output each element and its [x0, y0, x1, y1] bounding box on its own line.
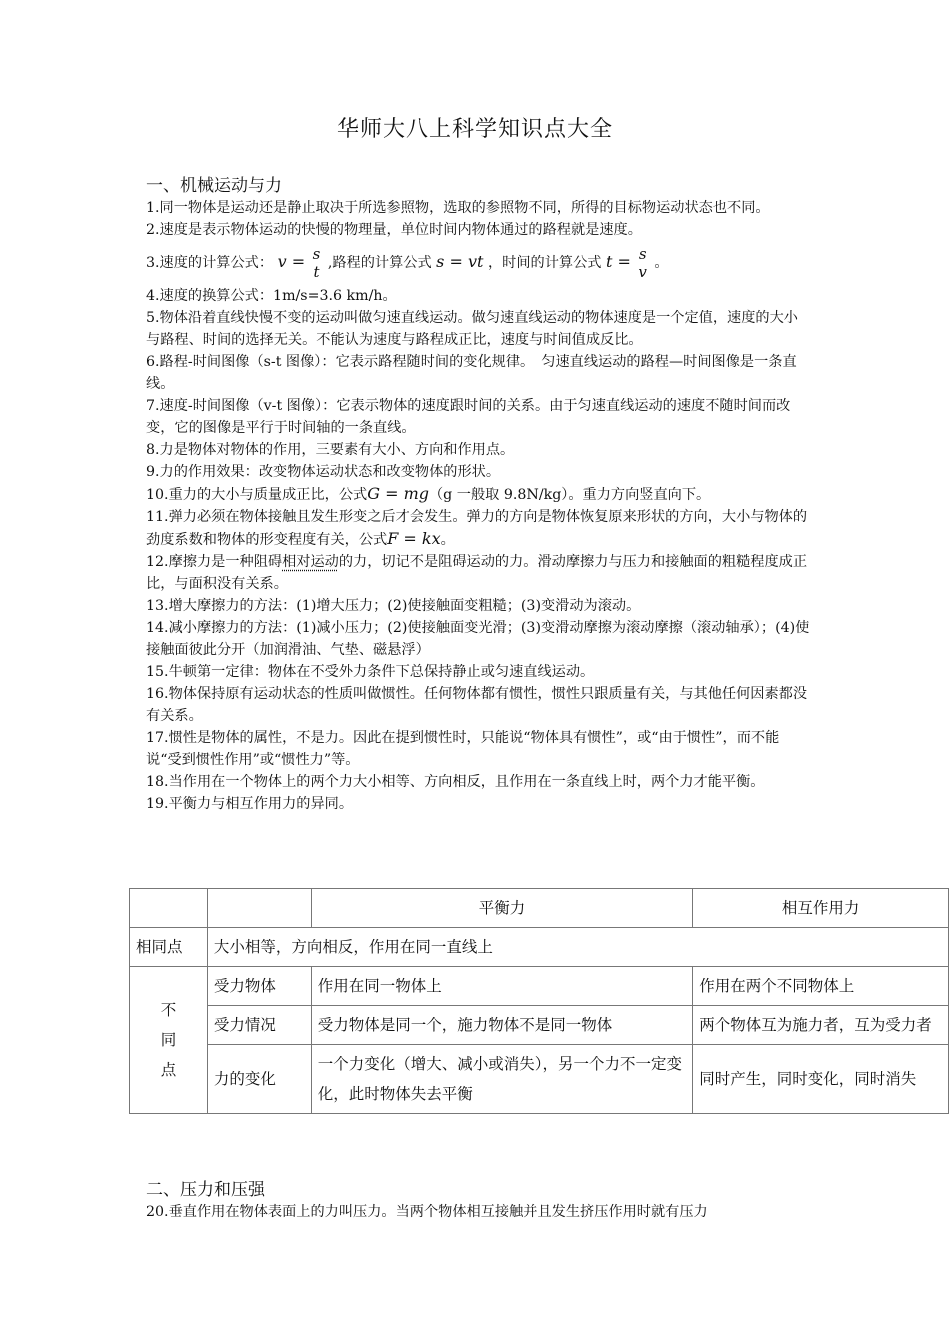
- frac-den: v: [638, 263, 647, 281]
- content-block: [146, 197, 810, 815]
- item-1: 1.同一物体是运动还是静止取决于所选参照物，选取的参照物不同，所得的目标物运动状态也不同。: [146, 200, 770, 216]
- item-3: [146, 245, 810, 281]
- item-7: 7.速度-时间图像（v-t 图像）：它表示物体的速度跟时间的关系。由于匀速直线运动的速度不随时间而改变，它的图像是平行于时间轴的一条直线。: [146, 398, 791, 436]
- item-12: [146, 551, 810, 595]
- item-16: 16.物体保持原有运动状态的性质叫做惯性。任何物体都有惯性，惯性只跟质量有关，与其他任何因素都没有关系。: [146, 686, 808, 724]
- cell-mutual-change: 同时产生，同时变化，同时消失: [693, 1045, 949, 1114]
- item-8: 8.力是物体对物体的作用，三要素有大小、方向和作用点。: [146, 442, 515, 458]
- frac-num: s: [638, 245, 647, 263]
- item-19: 19.平衡力与相互作用力的异同。: [146, 796, 354, 812]
- comparison-table: [129, 888, 949, 1114]
- section-heading-mechanics: 一、机械运动与力: [146, 176, 282, 196]
- same-text: 大小相等，方向相反，作用在同一直线上: [207, 928, 948, 967]
- row-label-same: 相同点: [130, 928, 208, 967]
- formula-v: v =: [277, 252, 306, 271]
- item-13: 13.增大摩擦力的方法：(1)增大压力；(2)使接触面变粗糙；(3)变滑动为滚动。: [146, 598, 641, 614]
- table-corner-cell: [207, 889, 311, 928]
- item-18: 18.当作用在一个物体上的两个力大小相等、方向相反，且作用在一条直线上时，两个力才能平衡。: [146, 774, 765, 790]
- item-6: 6.路程-时间图像（s-t 图像）：它表示路程随时间的变化规律。 匀速直线运动的路程—时间图像是一条直线。: [146, 354, 797, 392]
- table-corner-cell: [130, 889, 208, 928]
- item-12-text-b: 的力，切记不是阻碍运动的力。滑动摩擦力与压力和接触面的粗糙程度成正比，与面积没有关系。: [146, 554, 808, 592]
- fraction-s-over-t: [313, 245, 321, 281]
- item-10-text-a: 10.重力的大小与质量成正比，公式: [146, 487, 368, 503]
- section-heading-pressure: 二、压力和压强: [146, 1180, 265, 1200]
- cell-balance-object: 作用在同一物体上: [311, 967, 693, 1006]
- item-3-text-a: 3.速度的计算公式：: [146, 255, 274, 271]
- cell-balance-change: 一个力变化（增大、减小或消失），另一个力不一定变化，此时物体失去平衡: [311, 1045, 693, 1114]
- row-label-situation: 受力情况: [207, 1006, 311, 1045]
- fraction-s-over-v: [638, 245, 646, 281]
- item-12-emphasis: 相对运动: [282, 554, 339, 570]
- item-11: [146, 506, 810, 551]
- item-10: [146, 483, 810, 506]
- item-12-text-a: 12.摩擦力是一种阻碍: [146, 554, 283, 570]
- item-10-text-b: （g 一般取 9.8N/kg）。重力方向竖直向下。: [428, 487, 711, 503]
- formula-t: t =: [605, 252, 631, 271]
- table-row: [130, 928, 949, 967]
- header-balance-force: 平衡力: [311, 889, 693, 928]
- table-row: [130, 1045, 949, 1114]
- row-label-object: 受力物体: [207, 967, 311, 1006]
- row-label-different: [130, 967, 208, 1114]
- item-3-text-b: ,路程的计算公式: [327, 255, 432, 271]
- item-17: 17.惯性是物体的属性，不是力。因此在提到惯性时，只能说“物体具有惯性”，或“由于惯性”，而不能说“受到惯性作用”或“惯性力”等。: [146, 730, 780, 768]
- cell-balance-situation: 受力物体是同一个，施力物体不是同一物体: [311, 1006, 693, 1045]
- formula-s-vt: s = vt: [436, 252, 484, 271]
- diff-label-text: 不同点: [160, 1001, 177, 1079]
- item-11-text-b: 。: [440, 532, 455, 548]
- row-label-change: 力的变化: [207, 1045, 311, 1114]
- item-3-text-d: 。: [654, 255, 669, 271]
- cell-mutual-situation: 两个物体互为施力者，互为受力者: [693, 1006, 949, 1045]
- item-15: 15.牛顿第一定律：物体在不受外力条件下总保持静止或匀速直线运动。: [146, 664, 595, 680]
- formula-f-kx: F = kx: [387, 529, 441, 548]
- item-5: 5.物体沿着直线快慢不变的运动叫做匀速直线运动。做匀速直线运动的物体速度是一个定值，速度的大小与路程、时间的选择无关。不能认为速度与路程成正比，速度与时间值成反比。: [146, 310, 798, 348]
- item-9: 9.力的作用效果：改变物体运动状态和改变物体的形状。: [146, 464, 501, 480]
- table-row: [130, 967, 949, 1006]
- item-20: 20.垂直作用在物体表面上的力叫压力。当两个物体相互接触并且发生挤压作用时就有压力: [146, 1204, 708, 1220]
- page-title: 华师大八上科学知识点大全: [336, 117, 613, 142]
- formula-g-mg: G = mg: [367, 484, 429, 503]
- frac-den: t: [313, 263, 320, 281]
- header-mutual-force: 相互作用力: [693, 889, 949, 928]
- cell-mutual-object: 作用在两个不同物体上: [693, 967, 949, 1006]
- item-11-text-a: 11.弹力必须在物体接触且发生形变之后才会发生。弹力的方向是物体恢复原来形状的方向，大小与物体的劲度系数和物体的形变程度有关，公式: [146, 509, 808, 548]
- item-3-text-c: ，时间的计算公式: [487, 255, 602, 271]
- item-14: 14.减小摩擦力的方法：(1)减小压力；(2)使接触面变光滑；(3)变滑动摩擦为滚动摩擦（滚动轴承）；(4)使接触面彼此分开（加润滑油、气垫、磁悬浮）: [146, 620, 810, 658]
- frac-num: s: [312, 245, 321, 263]
- table-row: [130, 1006, 949, 1045]
- table-header-row: [130, 889, 949, 928]
- item-4: 4.速度的换算公式：1m/s=3.6 km/h。: [146, 288, 397, 304]
- item-2: 2.速度是表示物体运动的快慢的物理量，单位时间内物体通过的路程就是速度。: [146, 222, 642, 238]
